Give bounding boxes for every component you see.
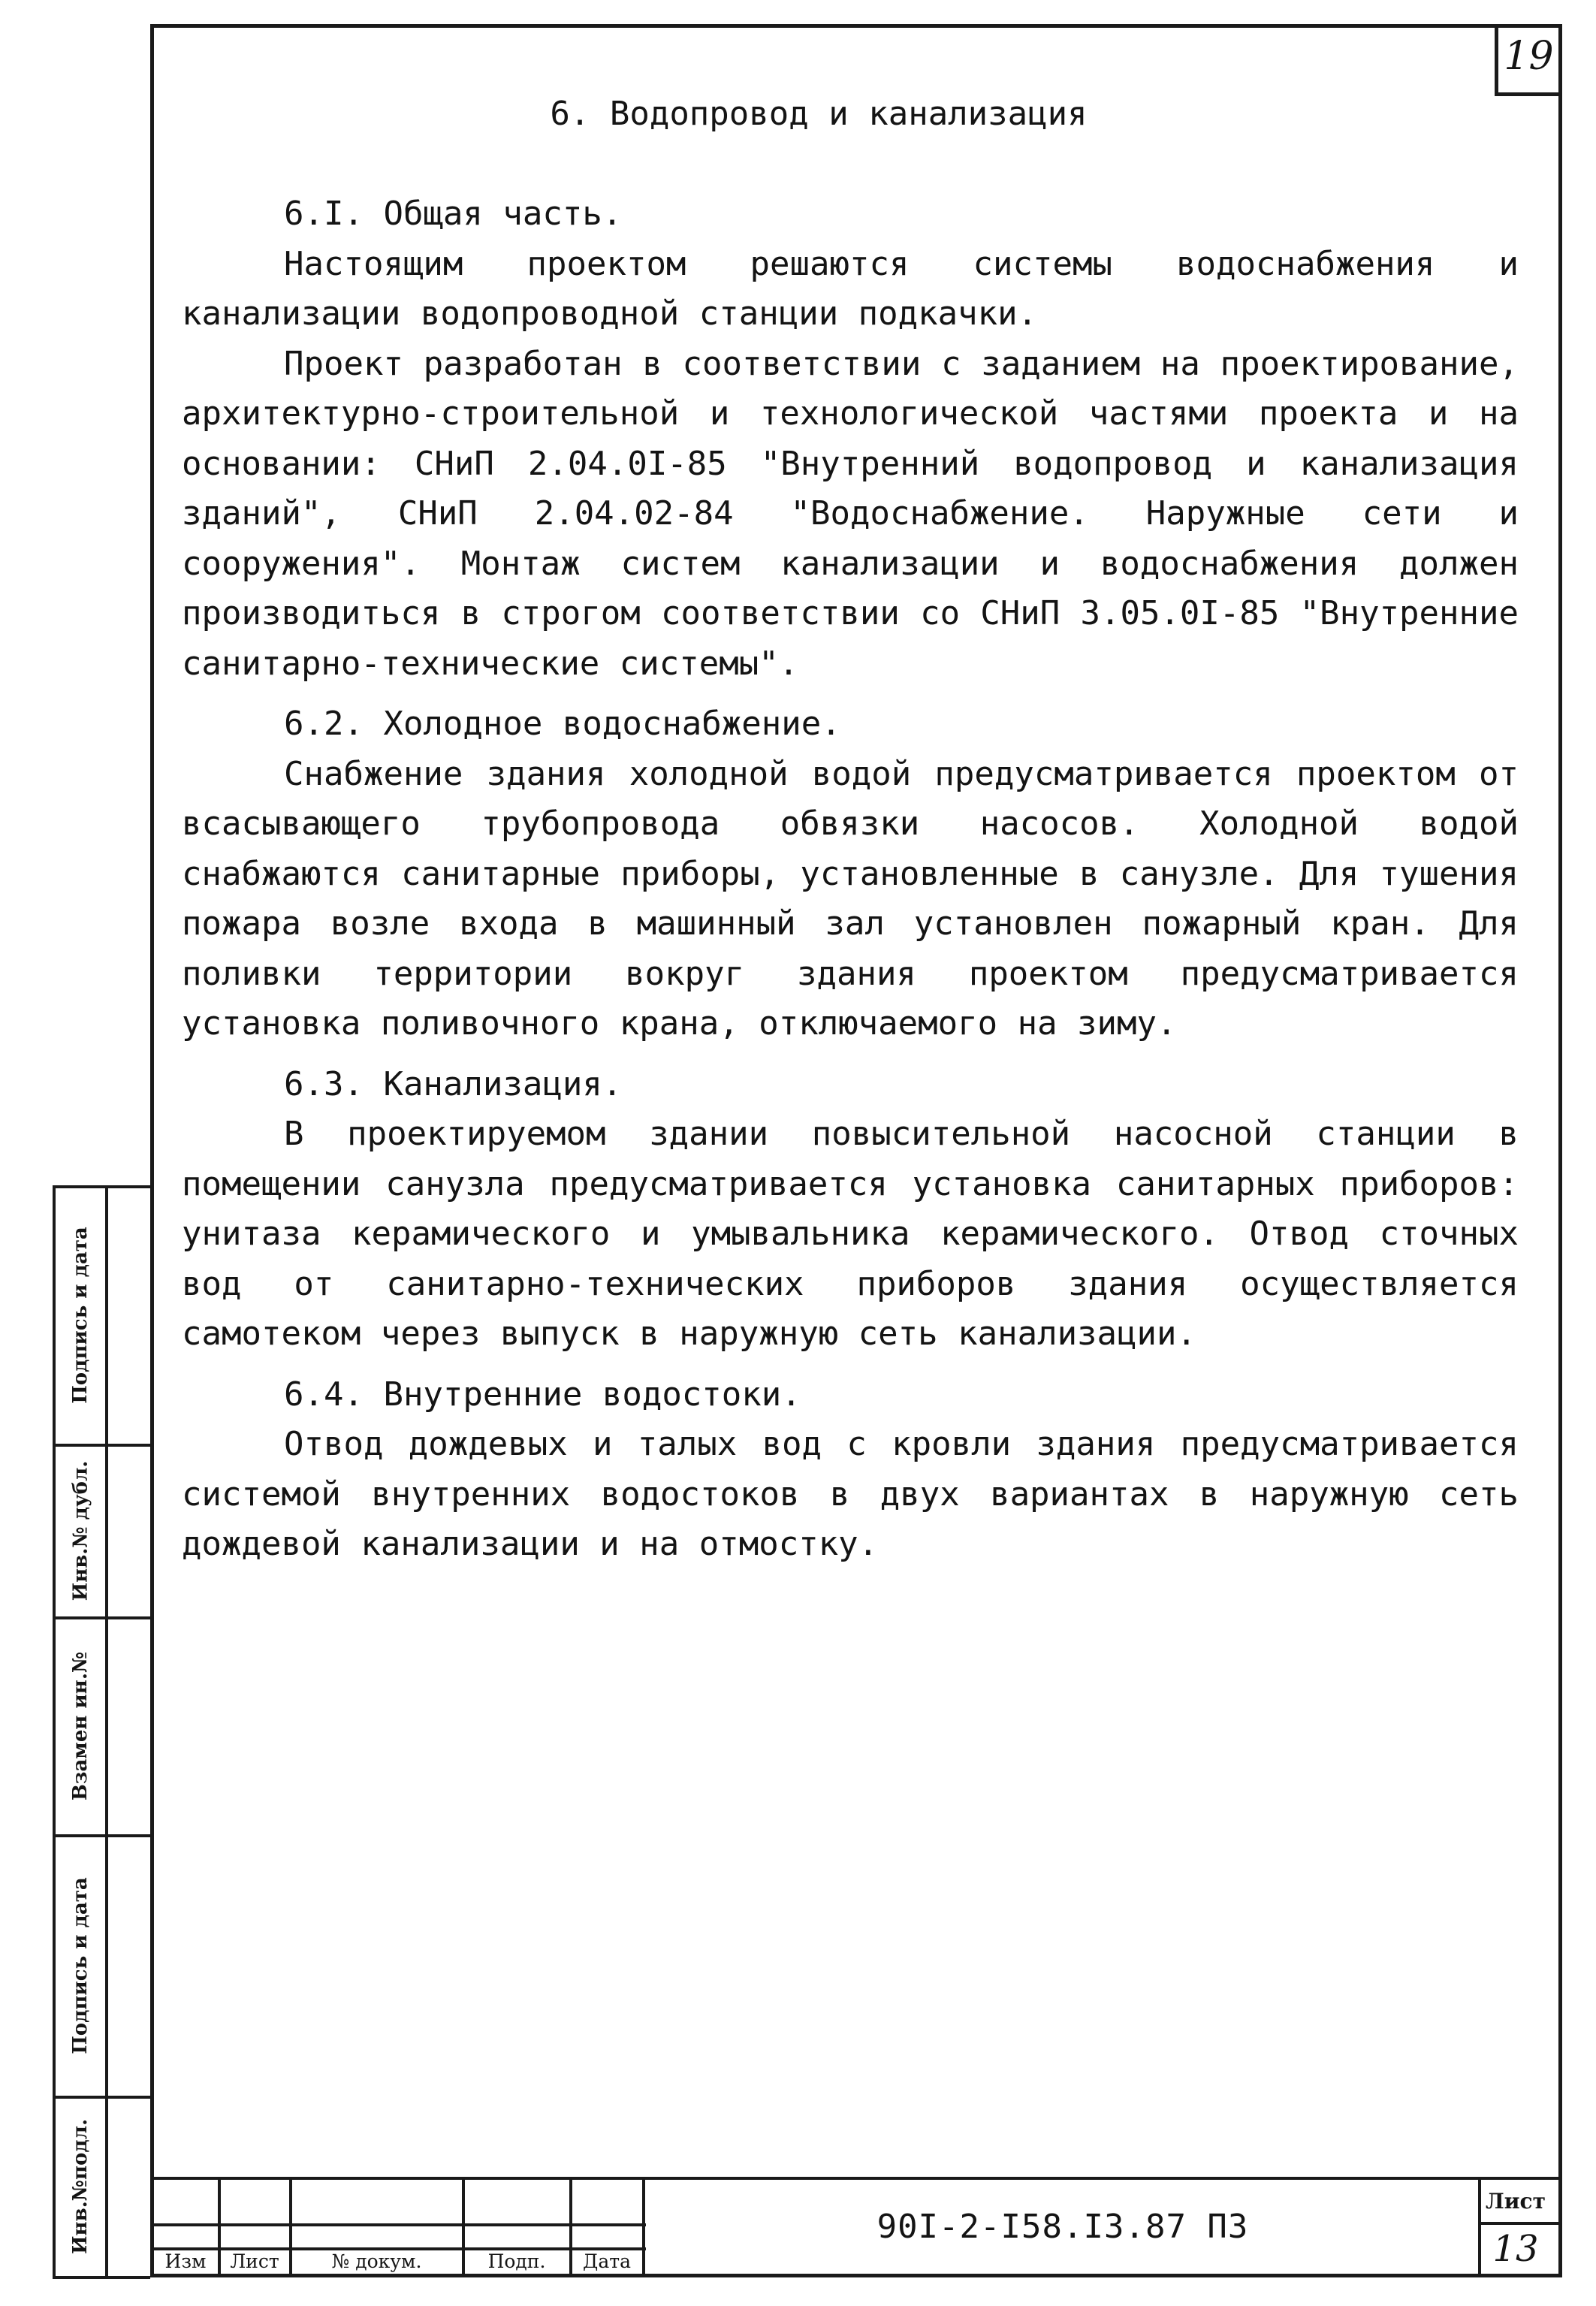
- side-label-original-inventory: Инв.№подл.: [69, 2118, 92, 2255]
- page-title: 6. Водопровод и канализация: [550, 95, 1088, 133]
- section-heading: 6.2. Холодное водоснабжение.: [284, 705, 841, 743]
- paragraph: Отвод дождевых и талых вод с кровли здания предусматривается системой внутренних водостоков в двух вариантах в наружную сеть дождевой канализации и на отмостку.: [182, 1425, 1519, 1563]
- paragraph: В проектируемом здании повысительной насосной станции в помещении санузла предусматривается установка санитарных приборов: унитаза керамического и умывальника керамического. Отвод сточных вод от санитарно-технических приборов здания осуществляется самотеком через выпуск в наружную сеть канализации.: [182, 1115, 1519, 1353]
- side-label-signature-date-2: Подпись и дата: [69, 1877, 92, 2054]
- stamp-header-signature: Подп.: [487, 2250, 546, 2272]
- stamp-header-change: Изм: [164, 2250, 207, 2272]
- section-heading: 6.I. Общая часть.: [284, 195, 623, 233]
- side-label-signature-date: Подпись и дата: [69, 1227, 92, 1404]
- side-label-replacement-inventory: Взамен ин.№: [69, 1651, 92, 1801]
- stamp-header-doc-number: № докум.: [331, 2250, 422, 2272]
- document-code: 90I-2-I58.I3.87 ПЗ: [876, 2208, 1249, 2246]
- sheet-corner-number: 19: [1495, 24, 1559, 96]
- stamp-header-date: Дата: [583, 2250, 631, 2272]
- sheet-label: Лист: [1486, 2189, 1546, 2214]
- side-label-duplicate-inventory: Инв.№ дубл.: [69, 1460, 92, 1601]
- section-heading: 6.3. Канализация.: [284, 1064, 623, 1103]
- paragraph: Снабжение здания холодной водой предусматривается проектом от всасывающего трубопровода обвязки насосов. Холодной водой снабжаются санитарные приборы, установленные в санузле. Для тушения пожара возле входа в машинный зал установлен пожарный кран. Для поливки территории вокруг здания проектом предусматривается установка поливочного крана, отключаемого на зиму.: [182, 754, 1519, 1043]
- paragraph: Настоящим проектом решаются системы водоснабжения и канализации водопроводной станции подкачки.: [182, 244, 1519, 333]
- paragraph: Проект разработан в соответствии с заданием на проектирование, архитектурно-строительной и технологической частями проекта и на основании: СНиП 2.04.0I-85 "Внутренний водопровод и канализация зданий", СНиП 2.04.02-84 "Водоснабжение. Наружные сети и сооружения". Монтаж систем канализации и водоснабжения должен производиться в строгом соответствии со СНиП 3.05.0I-85 "Внутренние санитарно-технические системы".: [182, 344, 1519, 683]
- stamp-header-sheet: Лист: [230, 2250, 279, 2272]
- body-text: [182, 189, 1519, 1570]
- sheet-number: 13: [1492, 2228, 1539, 2270]
- section-heading: 6.4. Внутренние водостоки.: [284, 1375, 801, 1414]
